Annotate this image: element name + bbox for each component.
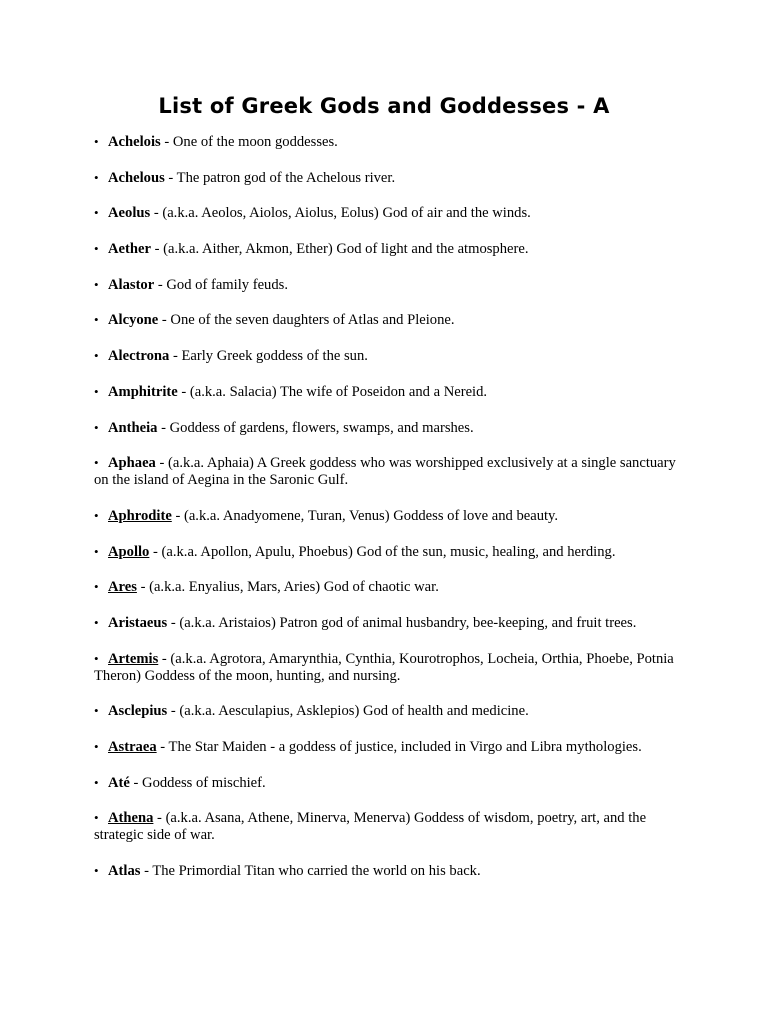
- entry-name: Achelois: [108, 134, 161, 150]
- entry-description: - One of the seven daughters of Atlas and Pleione.: [158, 312, 455, 329]
- list-item: [94, 454, 684, 489]
- list-item: [94, 614, 684, 632]
- entry-name: Até: [108, 774, 130, 791]
- list-item: [94, 169, 684, 187]
- list-item: [94, 276, 684, 294]
- bullet-icon: •: [94, 419, 99, 435]
- bullet-icon: •: [94, 543, 99, 559]
- page-title: List of Greek Gods and Goddesses - A: [158, 94, 610, 118]
- bullet-icon: •: [94, 276, 99, 292]
- entry-name-link[interactable]: Astraea: [108, 739, 157, 755]
- bullet-icon: •: [94, 205, 99, 221]
- entry-name-link[interactable]: Athena: [108, 810, 154, 827]
- entry-name: Atlas: [108, 863, 141, 880]
- entry-description: - One of the moon goddesses.: [160, 134, 338, 150]
- entry-name-link[interactable]: Apollo: [108, 543, 150, 560]
- entry-description: - Early Greek goddess of the sun.: [169, 348, 368, 365]
- bullet-icon: •: [94, 241, 99, 257]
- list-item: [94, 240, 684, 258]
- entry-name: Aristaeus: [108, 614, 168, 631]
- entry-description: - (a.k.a. Aphaia) A Greek goddess who was worshipped exclusively at a single sanctuary on the island of Aegina in the Saronic Gulf.: [94, 455, 676, 489]
- list-item: [94, 702, 684, 720]
- entry-name: Antheia: [108, 419, 158, 436]
- list-item: [94, 774, 684, 792]
- entry-description: - Goddess of mischief.: [129, 774, 266, 791]
- entry-description: - (a.k.a. Agrotora, Amarynthia, Cynthia, Kourotrophos, Locheia, Orthia, Phoebe, Potnia Theron) Goddess of the moon, hunting, and nursing.: [94, 650, 674, 684]
- entry-name: Alastor: [108, 276, 155, 293]
- entry-description: - The patron god of the Achelous river.: [164, 169, 396, 186]
- bullet-icon: •: [94, 774, 99, 790]
- bullet-icon: •: [94, 614, 99, 630]
- entry-name-link[interactable]: Artemis: [108, 650, 159, 667]
- entry-description: - (a.k.a. Aristaios) Patron god of animal husbandry, bee-keeping, and fruit trees.: [167, 614, 637, 631]
- bullet-icon: •: [94, 810, 99, 826]
- entry-description: - Goddess of gardens, flowers, swamps, and marshes.: [157, 419, 474, 436]
- entry-description: - (a.k.a. Asana, Athene, Minerva, Menerva) Goddess of wisdom, poetry, art, and the strategic side of war.: [94, 810, 647, 844]
- list-item: [94, 543, 684, 561]
- entry-name: Achelous: [108, 169, 165, 186]
- bullet-icon: •: [94, 134, 99, 149]
- entry-description: - (a.k.a. Apollon, Apulu, Phoebus) God of the sun, music, healing, and herding.: [149, 543, 616, 560]
- entry-description: - The Star Maiden - a goddess of justice, included in Virgo and Libra mythologies.: [156, 739, 642, 755]
- entry-name: Alectrona: [108, 348, 170, 365]
- entry-description: - (a.k.a. Aesculapius, Asklepios) God of health and medicine.: [167, 703, 529, 720]
- bullet-icon: •: [94, 703, 99, 719]
- bullet-icon: •: [94, 507, 99, 523]
- list-item: [94, 650, 684, 685]
- entry-name: Asclepius: [108, 703, 168, 720]
- bullet-icon: •: [94, 863, 99, 879]
- bullet-icon: •: [94, 383, 99, 399]
- list-item: [94, 862, 684, 880]
- list-item: [94, 419, 684, 437]
- entry-name-link[interactable]: Aphrodite: [108, 507, 172, 524]
- list-item: [94, 311, 684, 329]
- list-item: [94, 507, 684, 525]
- list-item: [94, 578, 684, 596]
- entry-name-link[interactable]: Ares: [108, 579, 137, 596]
- list-item: [94, 383, 684, 401]
- bullet-icon: •: [94, 312, 99, 328]
- bullet-icon: •: [94, 739, 99, 754]
- bullet-icon: •: [94, 455, 99, 471]
- entry-description: - (a.k.a. Anadyomene, Turan, Venus) Goddess of love and beauty.: [171, 507, 559, 524]
- list-item: [94, 133, 684, 151]
- entry-description: - (a.k.a. Enyalius, Mars, Aries) God of chaotic war.: [136, 579, 439, 596]
- list-item: [94, 347, 684, 365]
- entry-description: - (a.k.a. Aeolos, Aiolos, Aiolus, Eolus) God of air and the winds.: [150, 205, 531, 222]
- bullet-icon: •: [94, 348, 99, 364]
- gods-list: [94, 133, 684, 898]
- entry-name: Amphitrite: [108, 383, 178, 400]
- entry-description: - (a.k.a. Salacia) The wife of Poseidon and a Nereid.: [177, 383, 488, 400]
- bullet-icon: •: [94, 650, 99, 666]
- entry-description: - (a.k.a. Aither, Akmon, Ether) God of light and the atmosphere.: [150, 241, 529, 258]
- list-item: [94, 204, 684, 222]
- entry-description: - The Primordial Titan who carried the world on his back.: [140, 863, 481, 880]
- list-item: [94, 738, 684, 756]
- list-item: [94, 809, 684, 844]
- bullet-icon: •: [94, 169, 99, 185]
- bullet-icon: •: [94, 579, 99, 595]
- entry-name: Aphaea: [108, 455, 156, 472]
- entry-description: - God of family feuds.: [154, 276, 288, 293]
- entry-name: Alcyone: [108, 312, 159, 329]
- entry-name: Aether: [108, 241, 151, 258]
- entry-name: Aeolus: [108, 205, 151, 222]
